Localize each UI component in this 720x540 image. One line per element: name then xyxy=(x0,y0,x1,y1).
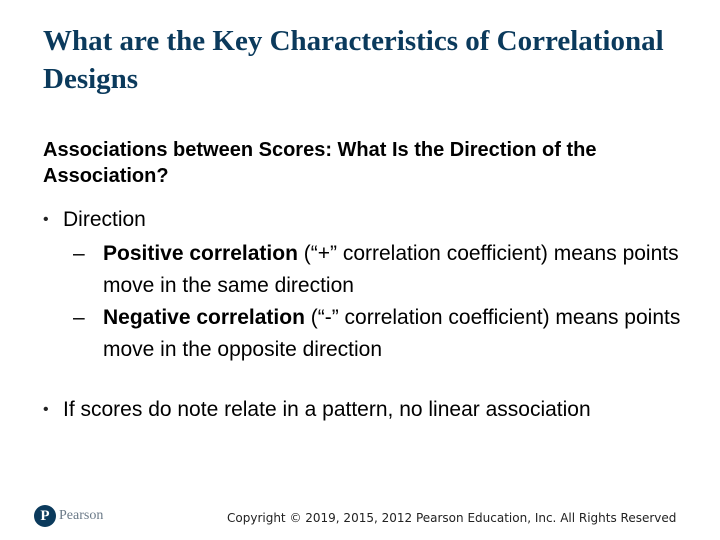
bullet-text: Direction xyxy=(63,208,146,231)
sub-bullet-list xyxy=(73,238,703,366)
sub-bullet-bold-term: Negative correlation xyxy=(103,306,305,329)
pearson-logo-text: Pearson xyxy=(59,508,104,523)
sub-bullet-item xyxy=(73,238,703,302)
bullet-item xyxy=(43,396,703,424)
sub-bullet-text xyxy=(103,302,703,366)
copyright-notice: Copyright © 2019, 2015, 2012 Pearson Education, Inc. All Rights Reserved xyxy=(227,511,677,525)
sub-bullet-bold-term: Positive correlation xyxy=(103,242,298,265)
sub-bullet-rest: (“+” correlation coefficient) means points move in the same direction xyxy=(103,242,679,297)
sub-bullet-marker: – xyxy=(73,306,85,329)
bullet-list xyxy=(43,206,703,424)
bullet-marker: • xyxy=(43,211,49,228)
bullet-item xyxy=(43,206,703,234)
slide-title: What are the Key Characteristics of Correlational Designs xyxy=(43,25,664,95)
pearson-logo xyxy=(34,505,103,527)
sub-bullet-item xyxy=(73,302,703,366)
pearson-logo-icon: P xyxy=(34,505,56,527)
slide-subtitle: Associations between Scores: What Is the Direction of the Association? xyxy=(43,139,597,187)
sub-bullet-text xyxy=(103,238,703,302)
sub-bullet-marker: – xyxy=(73,242,85,265)
sub-bullet-rest: (“-” correlation coefficient) means points move in the opposite direction xyxy=(103,306,681,361)
bullet-marker: • xyxy=(43,401,49,418)
bullet-text: If scores do note relate in a pattern, no linear association xyxy=(63,398,591,421)
